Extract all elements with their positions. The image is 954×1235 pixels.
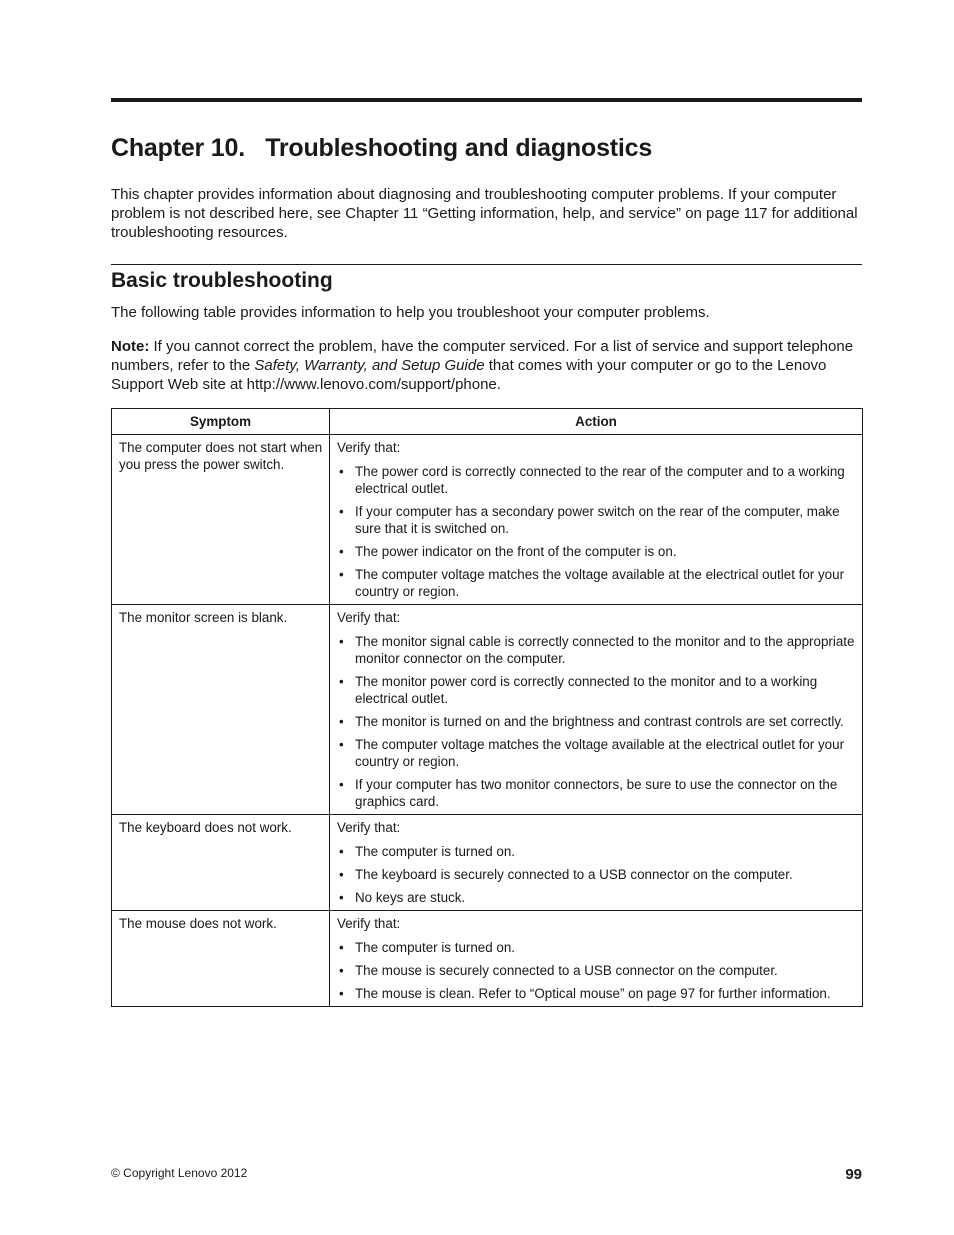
symptom-column-header: Symptom: [112, 409, 330, 435]
page-number: 99: [845, 1166, 862, 1183]
copyright-footer: © Copyright Lenovo 2012: [111, 1166, 248, 1180]
table-row: [112, 605, 863, 815]
note-label: Note:: [111, 338, 150, 355]
symptom-cell: The mouse does not work.: [112, 911, 330, 1007]
symptom-cell: The keyboard does not work.: [112, 815, 330, 911]
section-title: Basic troubleshooting: [111, 269, 333, 292]
note-text-after: that comes with your computer or go to the Lenovo Support Web site at http://www.lenovo.com/support/phone.: [111, 357, 827, 393]
action-cell: [330, 435, 863, 605]
list-item: • The mouse is clean. Refer to “Optical mouse” on page 97 for further information.: [337, 985, 856, 1002]
action-cell: [330, 815, 863, 911]
list-item: • If your computer has two monitor connectors, be sure to use the connector on the graphics card.: [337, 776, 856, 810]
list-item: • The power cord is correctly connected to the rear of the computer and to a working electrical outlet.: [337, 463, 856, 497]
verify-label: Verify that:: [337, 916, 401, 931]
note-paragraph: [111, 337, 862, 394]
list-item: • The power indicator on the front of the computer is on.: [337, 543, 856, 560]
list-item: • If your computer has a secondary power switch on the rear of the computer, make sure that it is switched on.: [337, 503, 856, 537]
list-item: • The monitor signal cable is correctly connected to the monitor and to the appropriate monitor connector on the computer.: [337, 633, 856, 667]
verify-label: Verify that:: [337, 820, 401, 835]
note-text-before: If you cannot correct the problem, have the computer serviced. For a list of service and support telephone numbers, refer to the: [111, 338, 854, 374]
list-item: • The mouse is securely connected to a USB connector on the computer.: [337, 962, 856, 979]
table-row: [112, 435, 863, 605]
list-item: • The computer is turned on.: [337, 939, 856, 956]
symptom-cell: The computer does not start when you press the power switch.: [112, 435, 330, 605]
symptom-cell: The monitor screen is blank.: [112, 605, 330, 815]
list-item: • The computer is turned on.: [337, 843, 856, 860]
table-header-row: [112, 409, 863, 435]
list-item: • No keys are stuck.: [337, 889, 856, 906]
note-guide-title: Safety, Warranty, and Setup Guide: [254, 357, 485, 374]
table-intro-paragraph: The following table provides information to help you troubleshoot your computer problems.: [111, 304, 710, 321]
section-rule: [111, 264, 862, 265]
verify-label: Verify that:: [337, 440, 401, 455]
list-item: • The keyboard is securely connected to a USB connector on the computer.: [337, 866, 856, 883]
list-item: • The monitor is turned on and the brightness and contrast controls are set correctly.: [337, 713, 856, 730]
table-row: [112, 911, 863, 1007]
action-list: [337, 633, 856, 810]
list-item: • The computer voltage matches the voltage available at the electrical outlet for your country or region.: [337, 736, 856, 770]
action-cell: [330, 605, 863, 815]
troubleshooting-table: [111, 408, 863, 1007]
table-row: [112, 815, 863, 911]
action-cell: [330, 911, 863, 1007]
list-item: • The computer voltage matches the voltage available at the electrical outlet for your country or region.: [337, 566, 856, 600]
action-column-header: Action: [330, 409, 863, 435]
list-item: • The monitor power cord is correctly connected to the monitor and to a working electrical outlet.: [337, 673, 856, 707]
chapter-top-rule: [111, 98, 862, 102]
action-list: [337, 843, 856, 906]
verify-label: Verify that:: [337, 610, 401, 625]
action-list: [337, 463, 856, 600]
action-list: [337, 939, 856, 1002]
chapter-title: Chapter 10. Troubleshooting and diagnostics: [111, 134, 653, 162]
chapter-intro-paragraph: This chapter provides information about diagnosing and troubleshooting computer problems. If your computer problem is not described here, see Chapter 11 “Getting information, help, and service” on page 117 for additional troubleshooting resources.: [111, 186, 858, 241]
